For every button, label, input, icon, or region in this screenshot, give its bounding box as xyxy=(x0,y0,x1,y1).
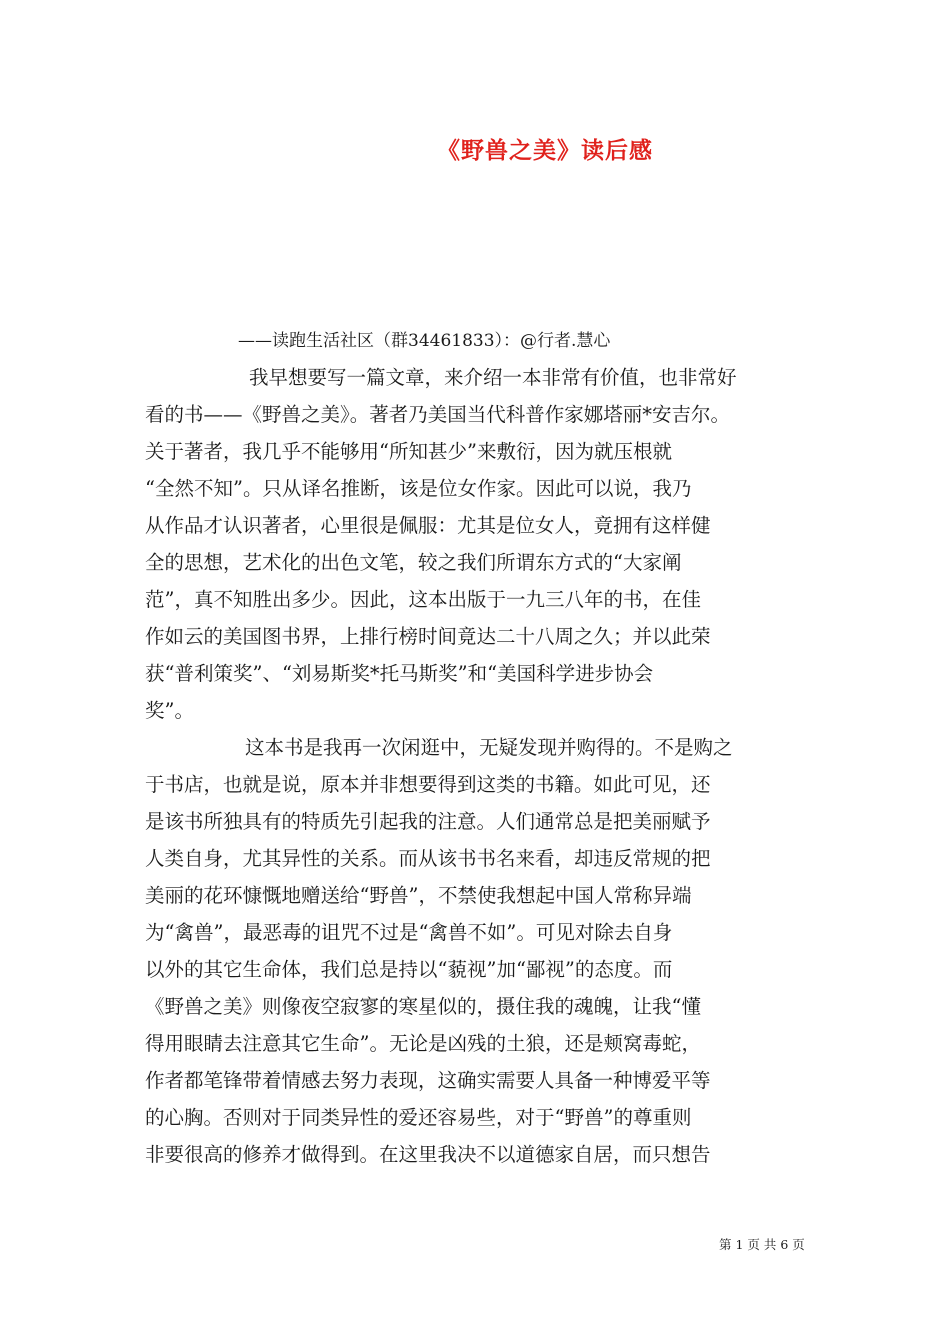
paragraph-line: 以外的其它生命体，我们总是持以“藐视”加“鄙视”的态度。而 xyxy=(145,958,673,981)
page-number-footer: 第 1 页 共 6 页 xyxy=(719,1237,805,1252)
paragraph-line: 得用眼睛去注意其它生命”。无论是凶残的土狼，还是颊窝毒蛇， xyxy=(145,1032,701,1055)
paragraph-line: 从作品才认识著者，心里很是佩服：尤其是位女人，竟拥有这样健 xyxy=(145,514,711,537)
paragraph-line: 看的书——《野兽之美》。著者乃美国当代科普作家娜塔丽*安吉尔。 xyxy=(145,403,731,426)
document-title: 《野兽之美》读后感 xyxy=(437,137,653,164)
paragraph-line: 范”，真不知胜出多少。因此，这本出版于一九三八年的书，在佳 xyxy=(145,588,701,611)
paragraph-line: 美丽的花环慷慨地赠送给“野兽”，不禁使我想起中国人常称异端 xyxy=(145,884,692,907)
paragraph-line: 关于著者，我几乎不能够用“所知甚少”来敷衍，因为就压根就 xyxy=(145,440,672,463)
paragraph-line: 这本书是我再一次闲逛中，无疑发现并购得的。不是购之 xyxy=(245,736,733,759)
paragraph-line: 获“普利策奖”、“刘易斯奖*托马斯奖”和“美国科学进步协会 xyxy=(145,662,654,685)
paragraph-line: 为“禽兽”，最恶毒的诅咒不过是“禽兽不如”。可见对除去自身 xyxy=(145,921,673,944)
paragraph-line: 人类自身，尤其异性的关系。而从该书书名来看，却违反常规的把 xyxy=(145,847,711,870)
document-byline: ——读跑生活社区（群34461833）：@行者.慧心 xyxy=(238,331,611,351)
paragraph-line: 非要很高的修养才做得到。在这里我决不以道德家自居，而只想告 xyxy=(145,1143,711,1166)
paragraph-line: 是该书所独具有的特质先引起我的注意。人们通常总是把美丽赋予 xyxy=(145,810,711,833)
paragraph-line: 奖”。 xyxy=(145,699,194,722)
paragraph-line: 《野兽之美》则像夜空寂寥的寒星似的，摄住我的魂魄，让我“懂 xyxy=(145,995,701,1018)
paragraph-line: 作如云的美国图书界，上排行榜时间竟达二十八周之久；并以此荣 xyxy=(145,625,711,648)
paragraph-line: “全然不知”。只从译名推断，该是位女作家。因此可以说，我乃 xyxy=(145,477,692,500)
paragraph-line: 我早想要写一篇文章，来介绍一本非常有价值，也非常好 xyxy=(249,366,737,389)
paragraph-line: 的心胸。否则对于同类异性的爱还容易些，对于“野兽”的尊重则 xyxy=(145,1106,692,1129)
document-body xyxy=(145,359,813,1173)
paragraph-line: 于书店，也就是说，原本并非想要得到这类的书籍。如此可见，还 xyxy=(145,773,711,796)
paragraph-line: 作者都笔锋带着情感去努力表现，这确实需要人具备一种博爱平等 xyxy=(145,1069,711,1092)
paragraph-line: 全的思想，艺术化的出色文笔，较之我们所谓东方式的“大家阐 xyxy=(145,551,682,574)
